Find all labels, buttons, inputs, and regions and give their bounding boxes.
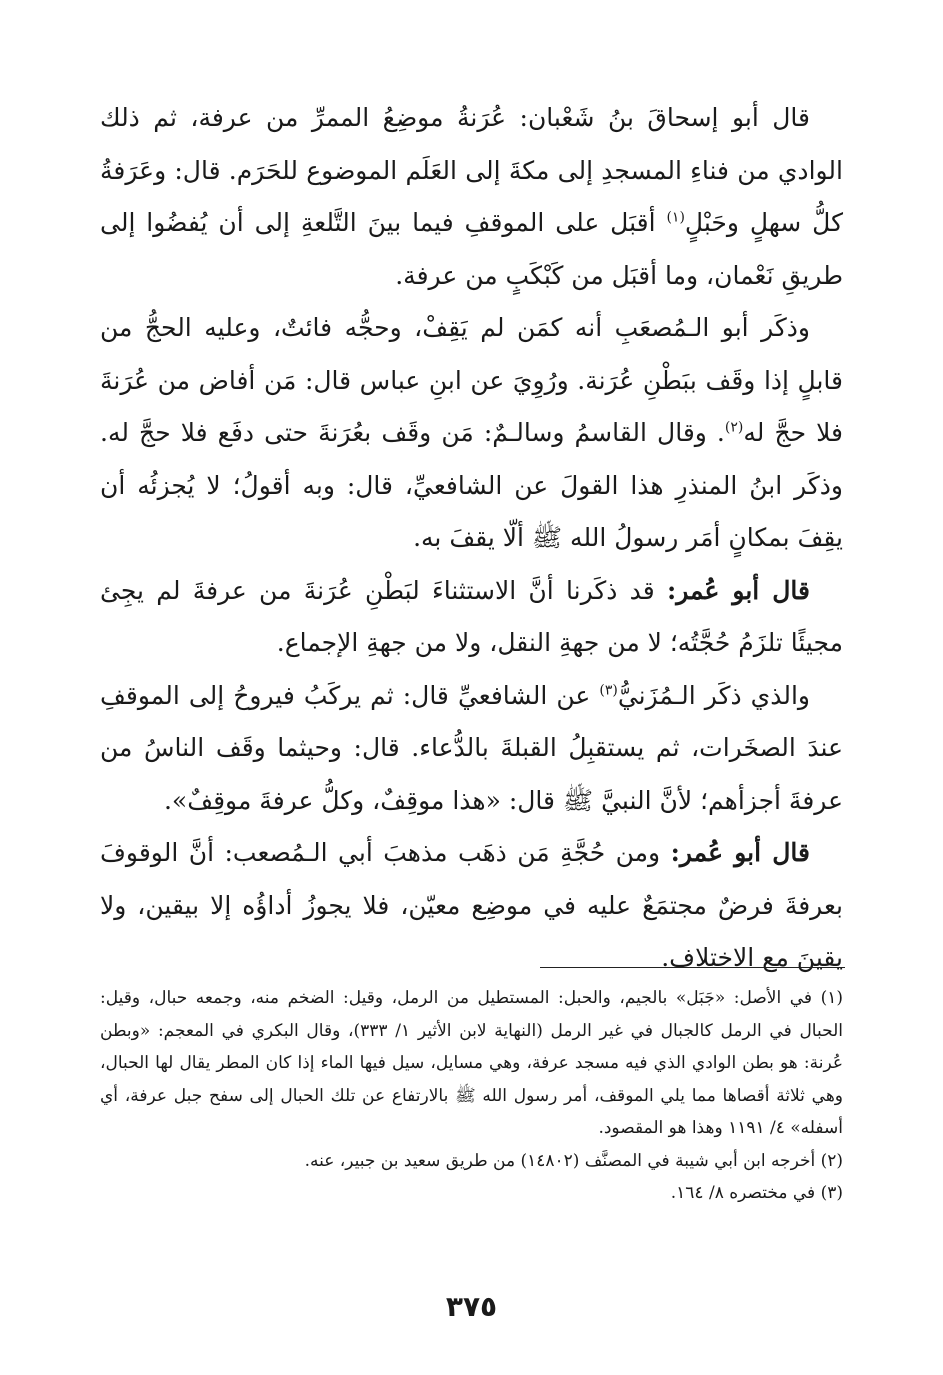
paragraph-text: قد ذكَرنا أنَّ الاستثناءَ لبَطْنِ عُرَنةَ من عرفةَ لم يجِئ مجيئًا تلزَمُ حُجَّتُه؛ لا من جهةِ النقل، ولا من جهةِ الإجماع. (100, 575, 843, 657)
paragraph-lead-bold: قال أبو عُمر: (670, 838, 810, 867)
paragraph-lead-bold: قال أبو عُمر: (667, 575, 810, 605)
paragraph-text: والذي ذكَر الـمُزَنيُّ (617, 680, 811, 710)
footnotes (100, 982, 843, 1210)
footnote-3: (٣) في مختصره ٨/ ١٦٤. (670, 1183, 843, 1203)
paragraph-text: قال أبو إسحاقَ بنُ شَعْبان: عُرَنةُ موضِعُ الممرِّ من عرفة، ثم ذلك الوادي من فناءِ المسجدِ إلى مكةَ إلى العَلَم الموضوع للحَرَم. قال: وعَرَفةُ كلُّ سهلٍ وحَبْلٍ (100, 103, 843, 237)
footnote-separator (540, 967, 845, 968)
footnote-ref-3[interactable]: (٣) (599, 682, 618, 699)
footnote-ref-1[interactable]: (١) (666, 209, 685, 226)
footnote-ref-2[interactable]: (٢) (724, 419, 744, 436)
paragraph-2 (100, 302, 843, 565)
footnote-1: (١) في الأصل: «جَبَل» بالجيم، والحبل: المستطيل من الرمل، وقيل: الضخم منه، وجمعه حبال، وقيل: الحبال في الرمل كالجبال في غير الرمل (النهاية لابن الأثير ١/ ٣٣٣)، وقال البكري في المعجم: «وبطن عُرنة: هو بطن الوادي الذي فيه مسجد عرفة، وهي مسايل، سيل فيها الماء إذا كان المطر يقال لها الحبال، وهي ثلاثة أقصاها مما يلي الموقف، أمر رسول الله ﷺ بالارتفاع عن تلك الحبال إلى سفح جبل عرفة، أي أسفله» ٤/ ١١٩١ وهذا هو المقصود. (100, 988, 843, 1138)
main-text (100, 92, 843, 985)
paragraph-text: وذكَر أبو الـمُصعَبِ أنه كمَن لم يَقِفْ، وحجُّه فائتٌ، وعليه الحجُّ من قابلٍ إذا وقَف ببَطْنِ عُرَنة. ورُوِيَ عن ابنِ عباس قال: مَن أفاض من عُرَنةَ فلا حجَّ له (100, 313, 843, 447)
paragraph-5 (100, 827, 843, 985)
page-number: ٣٧٥ (445, 1290, 498, 1323)
paragraph-text-continued: . وقال القاسمُ وسالـمٌ: مَن وقَف بعُرَنةَ حتى دفَع فلا حجَّ له. وذكَر ابنُ المنذرِ هذا القولَ عن الشافعيِّ، قال: وبه أقولُ؛ لا يُجزئُه أن يقِفَ بمكانٍ أمَر رسولُ الله ﷺ ألّا يقفَ به. (100, 418, 843, 552)
paragraph-1 (100, 92, 843, 302)
paragraph-text: ومن حُجَّةِ مَن ذهَب مذهبَ أبي الـمُصعب: أنَّ الوقوفَ بعرفةَ فرضٌ مجتمَعٌ عليه في موضِع معيّن، فلا يجوزُ أداؤُه إلا بيقين، ولا يقينَ مع الاختلاف. (100, 838, 843, 972)
paragraph-text-continued: أقبَل على الموقفِ فيما بينَ التَّلعةِ إلى أن يُفضُوا إلى طريقِ نَعْمان، وما أقبَل من كَبْكَبٍ من عرفة. (100, 208, 843, 290)
paragraph-4 (100, 670, 843, 828)
paragraph-text-continued: عن الشافعيِّ قال: ثم يركَبُ فيروحُ إلى الموقفِ عندَ الصخَرات، ثم يستقبِلُ القبلةَ بالدُّعاء. قال: وحيثما وقَف الناسُ من عرفةَ أجزأهم؛ لأنَّ النبيَّ ﷺ قال: «هذا موقِفٌ، وكلُّ عرفةَ موقِفٌ». (100, 680, 843, 815)
paragraph-3 (100, 565, 843, 670)
footnote-2: (٢) أخرجه ابن أبي شيبة في المصنَّف (١٤٨٠٢) من طريق سعيد بن جبير، عنه. (304, 1150, 843, 1171)
